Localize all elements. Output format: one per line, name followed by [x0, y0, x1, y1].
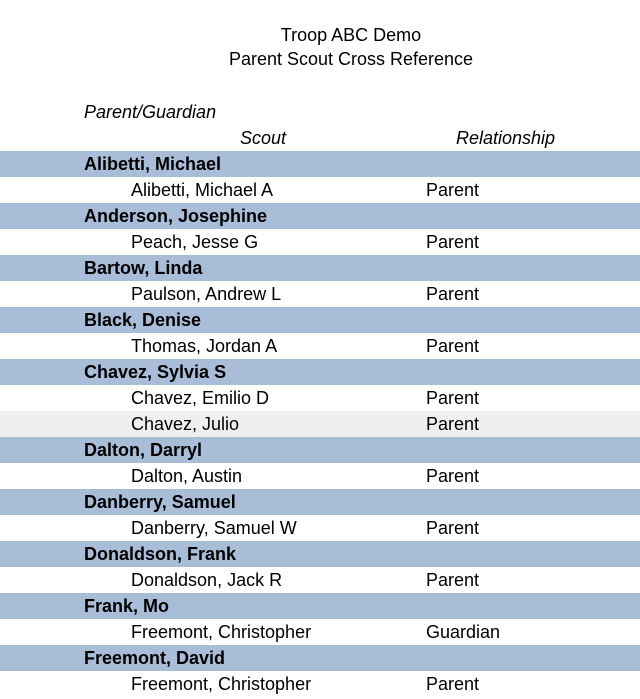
relationship: Parent	[426, 232, 480, 252]
parent-name: Alibetti, Michael	[84, 154, 222, 174]
scout-name: Peach, Jesse G	[131, 232, 259, 252]
parent-row	[0, 593, 640, 619]
report-subtitle: Parent Scout Cross Reference	[228, 49, 474, 69]
column-header-relationship: Relationship	[456, 128, 556, 148]
relationship: Parent	[426, 466, 480, 486]
parent-row	[0, 645, 640, 671]
relationship: Parent	[426, 336, 480, 356]
parent-row	[0, 151, 640, 177]
parent-name: Chavez, Sylvia S	[84, 362, 227, 382]
parent-name: Donaldson, Frank	[84, 544, 237, 564]
parent-name: Danberry, Samuel	[84, 492, 236, 512]
cross-reference-list	[0, 151, 640, 697]
relationship: Parent	[426, 674, 480, 694]
scout-name: Donaldson, Jack R	[131, 570, 283, 590]
scout-name: Chavez, Julio	[131, 414, 240, 434]
scout-row	[0, 385, 640, 411]
relationship: Parent	[426, 570, 480, 590]
parent-row	[0, 541, 640, 567]
relationship: Parent	[426, 284, 480, 304]
column-header-scout: Scout	[240, 128, 287, 148]
parent-name: Bartow, Linda	[84, 258, 203, 278]
column-header-parent: Parent/Guardian	[84, 102, 217, 122]
report-title: Troop ABC Demo	[280, 25, 422, 45]
parent-row	[0, 489, 640, 515]
scout-row	[0, 177, 640, 203]
parent-name: Black, Denise	[84, 310, 202, 330]
scout-row	[0, 333, 640, 359]
parent-name: Freemont, David	[84, 648, 226, 668]
scout-name: Freemont, Christopher	[131, 674, 312, 694]
scout-name: Chavez, Emilio D	[131, 388, 270, 408]
scout-row	[0, 281, 640, 307]
scout-row	[0, 229, 640, 255]
scout-row	[0, 411, 640, 437]
parent-row	[0, 203, 640, 229]
scout-row	[0, 515, 640, 541]
scout-name: Alibetti, Michael A	[131, 180, 274, 200]
scout-name: Danberry, Samuel W	[131, 518, 297, 538]
parent-row	[0, 359, 640, 385]
parent-name: Anderson, Josephine	[84, 206, 268, 226]
relationship: Parent	[426, 518, 480, 538]
relationship: Parent	[426, 180, 480, 200]
scout-name: Thomas, Jordan A	[131, 336, 278, 356]
relationship: Guardian	[426, 622, 501, 642]
relationship: Parent	[426, 414, 480, 434]
scout-name: Freemont, Christopher	[131, 622, 312, 642]
scout-row	[0, 567, 640, 593]
parent-name: Dalton, Darryl	[84, 440, 203, 460]
scout-name: Dalton, Austin	[131, 466, 243, 486]
parent-row	[0, 437, 640, 463]
scout-row	[0, 463, 640, 489]
parent-row	[0, 307, 640, 333]
parent-name: Frank, Mo	[84, 596, 170, 616]
relationship: Parent	[426, 388, 480, 408]
parent-row	[0, 255, 640, 281]
scout-row	[0, 671, 640, 697]
scout-row	[0, 619, 640, 645]
scout-name: Paulson, Andrew L	[131, 284, 282, 304]
